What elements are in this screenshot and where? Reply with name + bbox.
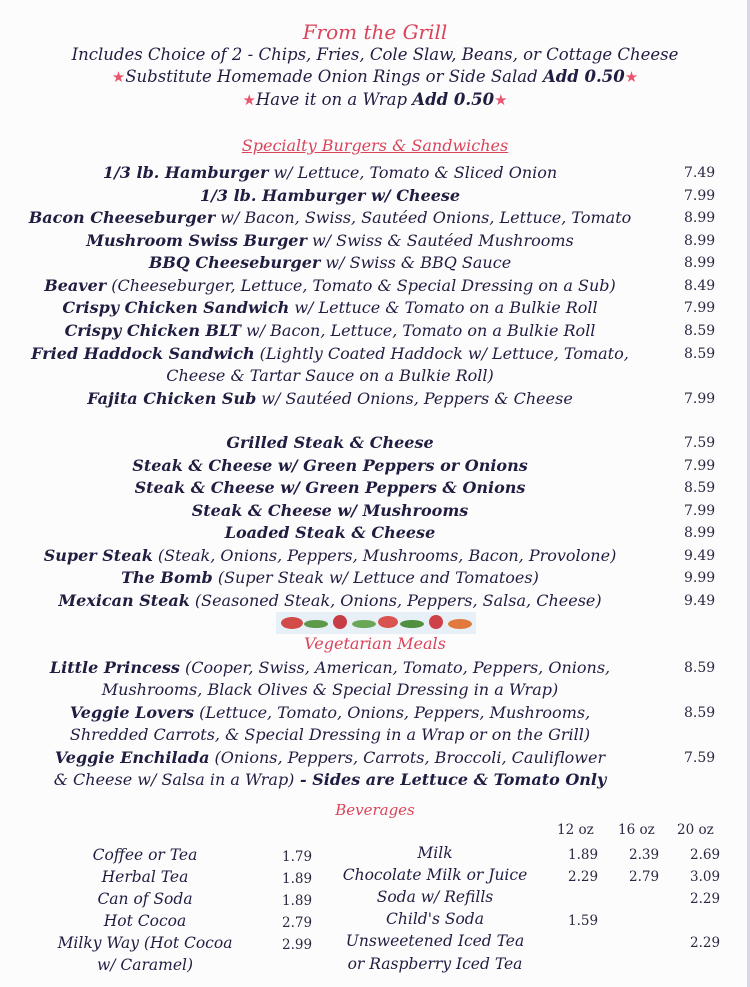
carrot-shape — [448, 619, 472, 629]
intro-wrap-line: ★Have it on a Wrap Add 0.50★ — [242, 90, 508, 109]
menu-item: 1/3 lb. Hamburger w/ Lettuce, Tomato & Sliced Onion — [102, 163, 558, 182]
size-header-20oz: 20 oz — [677, 822, 714, 838]
menu-item-price: 7.59 — [684, 750, 716, 766]
menu-item-price: 7.99 — [684, 300, 716, 316]
menu-item: Mexican Steak (Seasoned Steak, Onions, Peppers, Salsa, Cheese) — [58, 591, 602, 610]
beverage-name: Hot Cocoa — [103, 912, 187, 930]
menu-item: Bacon Cheeseburger w/ Bacon, Swiss, Sautéed Onions, Lettuce, Tomato — [28, 208, 632, 227]
menu-item-price: 9.99 — [684, 570, 716, 586]
beverage-name: Milk — [417, 844, 453, 862]
menu-item-price: 8.99 — [684, 525, 716, 541]
menu-item-price: 8.59 — [684, 346, 716, 362]
cucumber-shape — [400, 620, 424, 628]
menu-item: Grilled Steak & Cheese — [226, 433, 434, 452]
beverage-price: 1.79 — [282, 849, 313, 865]
beverage-name: Chocolate Milk or Juice — [342, 866, 528, 884]
menu-item-desc-cont: & Cheese w/ Salsa in a Wrap) - Sides are Lettuce & Tomato Only — [53, 770, 607, 789]
beverage-name: Milky Way (Hot Cocoa — [57, 934, 233, 952]
beverage-price: 1.89 — [282, 871, 313, 887]
menu-item: Veggie Lovers (Lettuce, Tomato, Onions, Peppers, Mushrooms, — [69, 703, 591, 722]
beverage-name: Herbal Tea — [101, 868, 189, 886]
beverage-price-20oz: 3.09 — [690, 869, 721, 885]
beverage-name-cont: or Raspberry Iced Tea — [347, 955, 523, 973]
beverage-price-20oz: 2.29 — [690, 891, 721, 907]
menu-item-price: 8.99 — [684, 255, 716, 271]
menu-item: Fried Haddock Sandwich (Lightly Coated Haddock w/ Lettuce, Tomato, — [31, 344, 629, 363]
star-icon: ★ — [494, 91, 508, 109]
menu-item: Veggie Enchilada (Onions, Peppers, Carrots, Broccoli, Cauliflower — [54, 748, 606, 767]
menu-item: BBQ Cheeseburger w/ Swiss & BBQ Sauce — [148, 253, 512, 272]
star-icon: ★ — [242, 91, 256, 109]
menu-item-price: 7.99 — [684, 503, 716, 519]
menu-item-price: 9.49 — [684, 593, 716, 609]
beverage-price: 2.79 — [282, 915, 313, 931]
pepper-shape — [378, 616, 398, 628]
menu-item: Loaded Steak & Cheese — [224, 523, 436, 542]
intro-substitute-line: ★Substitute Homemade Onion Rings or Side Salad Add 0.50★ — [111, 67, 639, 86]
menu-item-price: 7.59 — [684, 435, 716, 451]
beverage-name: Coffee or Tea — [92, 846, 198, 864]
menu-item: 1/3 lb. Hamburger w/ Cheese — [199, 186, 461, 205]
beverage-price-12oz: 1.59 — [568, 913, 599, 929]
pepper-shape — [281, 617, 303, 629]
beverage-price-12oz: 2.29 — [568, 869, 599, 885]
cucumber-shape — [304, 620, 328, 628]
tomato-shape — [333, 615, 347, 629]
star-icon: ★ — [624, 68, 639, 86]
menu-item-price: 8.59 — [684, 660, 716, 676]
menu-item-price: 8.99 — [684, 233, 716, 249]
beverage-name: Can of Soda — [97, 890, 193, 908]
star-icon: ★ — [111, 68, 126, 86]
zucchini-shape — [352, 620, 376, 628]
section-heading-vegetarian: Vegetarian Meals — [304, 634, 446, 653]
menu-item: Steak & Cheese w/ Mushrooms — [191, 501, 469, 520]
menu-item-desc-cont: Cheese & Tartar Sauce on a Bulkie Roll) — [166, 366, 494, 385]
menu-item: Steak & Cheese w/ Green Peppers or Onions — [132, 456, 528, 475]
menu-item: Steak & Cheese w/ Green Peppers & Onions — [134, 478, 526, 497]
page-title: From the Grill — [302, 20, 448, 44]
intro-sides-line: Includes Choice of 2 - Chips, Fries, Cole Slaw, Beans, or Cottage Cheese — [71, 45, 679, 64]
menu-item: The Bomb (Super Steak w/ Lettuce and Tomatoes) — [121, 568, 539, 587]
menu-item-desc-cont: Shredded Carrots, & Special Dressing in a Wrap or on the Grill) — [69, 725, 591, 744]
beverage-name: Unsweetened Iced Tea — [345, 932, 525, 950]
tomato-shape — [429, 615, 443, 629]
beverage-name-cont: w/ Caramel) — [96, 956, 194, 974]
beverage-price-16oz: 2.79 — [629, 869, 660, 885]
menu-item-price: 7.49 — [684, 165, 716, 181]
menu-item: Fajita Chicken Sub w/ Sautéed Onions, Peppers & Cheese — [87, 389, 573, 408]
menu-item-price: 7.99 — [684, 391, 716, 407]
menu-item-price: 8.59 — [684, 480, 716, 496]
menu-item-price: 8.59 — [684, 323, 716, 339]
menu-item: Beaver (Cheeseburger, Lettuce, Tomato & Special Dressing on a Sub) — [44, 276, 616, 295]
size-header-12oz: 12 oz — [557, 822, 594, 838]
menu-item: Crispy Chicken BLT w/ Bacon, Lettuce, Tomato on a Bulkie Roll — [64, 321, 596, 340]
beverage-price-16oz: 2.39 — [629, 847, 660, 863]
menu-item: Little Princess (Cooper, Swiss, American, Tomato, Peppers, Onions, — [49, 658, 611, 677]
menu-item: Super Steak (Steak, Onions, Peppers, Mushrooms, Bacon, Provolone) — [43, 546, 617, 565]
menu-item-price: 7.99 — [684, 458, 716, 474]
beverage-price: 2.99 — [282, 937, 313, 953]
menu-item-price: 9.49 — [684, 548, 716, 564]
menu-item-price: 8.59 — [684, 705, 716, 721]
menu-item: Crispy Chicken Sandwich w/ Lettuce & Tomato on a Bulkie Roll — [62, 298, 598, 317]
beverage-name: Soda w/ Refills — [376, 888, 494, 906]
menu-item: Mushroom Swiss Burger w/ Swiss & Sautéed Mushrooms — [86, 231, 574, 250]
beverage-name: Child's Soda — [386, 910, 484, 928]
beverage-price-20oz: 2.69 — [690, 847, 721, 863]
beverage-price-12oz: 1.89 — [568, 847, 599, 863]
section-heading-beverages: Beverages — [335, 801, 415, 819]
section-heading-specialty: Specialty Burgers & Sandwiches — [241, 136, 509, 155]
menu-item-price: 8.99 — [684, 210, 716, 226]
size-header-16oz: 16 oz — [618, 822, 655, 838]
vegetable-illustration — [276, 612, 476, 634]
menu-item-price: 7.99 — [684, 188, 716, 204]
beverage-price-20oz: 2.29 — [690, 935, 721, 951]
menu-item-price: 8.49 — [684, 278, 716, 294]
menu-item-desc-cont: Mushrooms, Black Olives & Special Dressing in a Wrap) — [101, 680, 559, 699]
beverage-price: 1.89 — [282, 893, 313, 909]
